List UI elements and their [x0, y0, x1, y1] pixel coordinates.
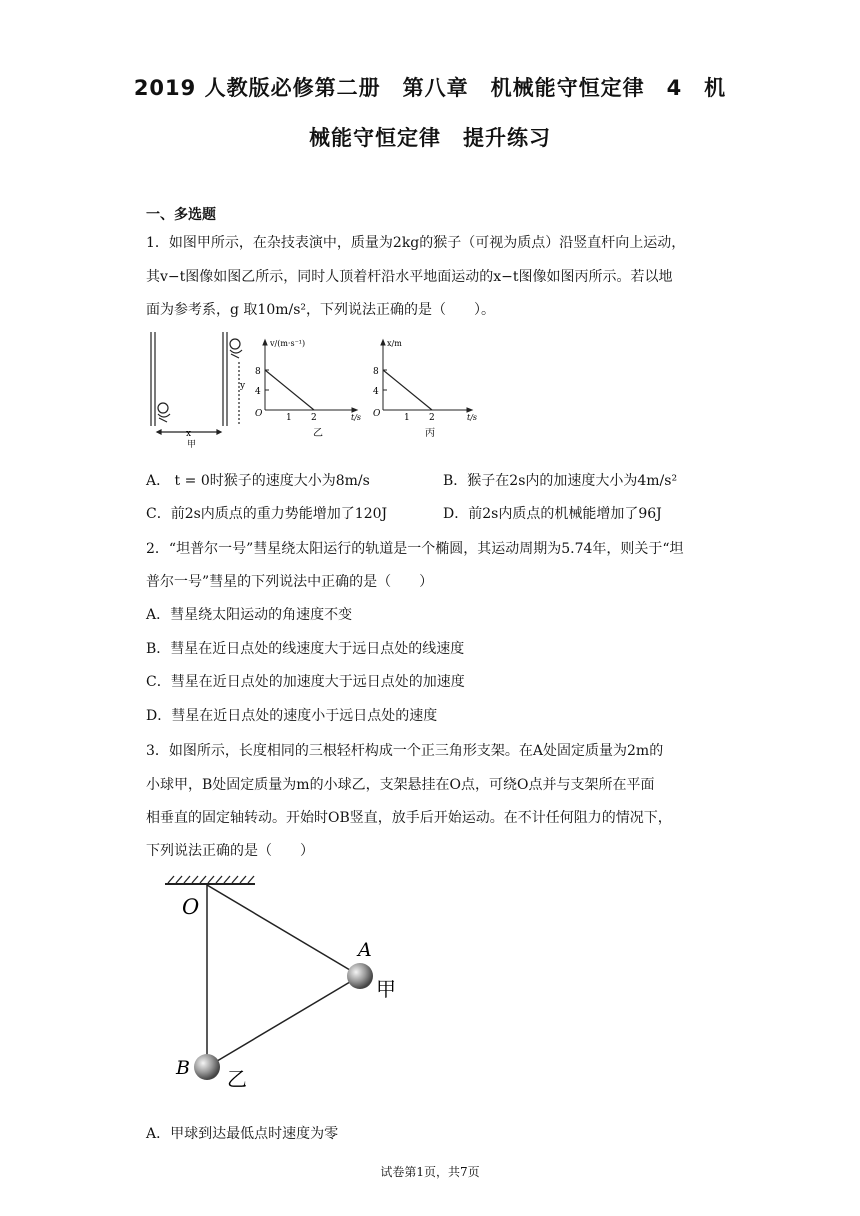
section-heading: 一、多选题	[146, 207, 216, 223]
xt-axis-label: x/m	[387, 339, 402, 348]
label-bing: 丙	[425, 428, 435, 439]
q2-line-1: 2．“坦普尔一号”彗星绕太阳运行的轨道是一个椭圆，其运动周期为5.74年，则关于“坦	[146, 541, 684, 557]
q2-option-d: D．彗星在近日点处的速度小于远日点处的速度	[146, 708, 438, 724]
vt-tick-t1: 1	[286, 413, 292, 423]
label-jia: 甲	[187, 440, 197, 448]
q3-line-3: 相垂直的固定轴转动。开始时OB竖直，放手后开始运动。在不计任何阻力的情况下，	[146, 810, 672, 826]
q3-option-a: A．甲球到达最低点时速度为零	[146, 1126, 339, 1142]
label-jia: 甲	[376, 977, 396, 1001]
q2-line-2: 普尔一号”彗星的下列说法中正确的是（ ）	[146, 574, 434, 590]
q3-line-4: 下列说法正确的是（ ）	[146, 843, 314, 859]
label-yi: 乙	[313, 428, 323, 439]
label-yi: 乙	[227, 1067, 247, 1091]
xt-origin: O	[373, 409, 381, 419]
vt-tick-8: 8	[255, 367, 261, 377]
label-b: B	[176, 1057, 190, 1079]
triangle-frame	[207, 885, 360, 1067]
vt-t-axis: t/s	[351, 413, 362, 422]
page-footer: 试卷第1页，共7页	[380, 1165, 480, 1179]
figure-jia	[151, 332, 242, 434]
doc-title-line2: 械能守恒定律 提升练习	[309, 126, 551, 150]
label-y: y	[240, 381, 246, 391]
q1-line-1: 1．如图甲所示，在杂技表演中，质量为2kg的猴子（可视为质点）沿竖直杆向上运动，	[146, 235, 686, 251]
label-o: O	[182, 895, 200, 919]
xt-tick-4: 4	[373, 387, 379, 397]
q1-option-c: C．前2s内质点的重力势能增加了120J	[146, 506, 388, 522]
vt-axis-label: v/(m·s⁻¹)	[270, 339, 306, 348]
ceiling	[165, 876, 255, 884]
xt-t-axis: t/s	[467, 413, 478, 422]
q1-option-a: A． t = 0时猴子的速度大小为8m/s	[146, 473, 370, 489]
q3-line-1: 3．如图所示，长度相同的三根轻杆构成一个正三角形支架。在A处固定质量为2m的	[146, 743, 664, 759]
q2-option-b: B．彗星在近日点处的线速度大于远日点处的线速度	[146, 641, 465, 657]
q1-option-b: B．猴子在2s内的加速度大小为4m/s²	[443, 473, 678, 489]
vt-tick-t2: 2	[311, 413, 317, 423]
xt-tick-t2: 2	[429, 413, 435, 423]
label-x: x	[186, 429, 192, 439]
q1-line-3: 面为参考系，g 取10m/s²，下列说法正确的是（ ）。	[146, 302, 496, 318]
label-a: A	[358, 939, 372, 961]
q3-figure	[160, 872, 420, 1102]
q1-figure	[145, 328, 490, 448]
q1-line-2: 其v−t图像如图乙所示，同时人顶着杆沿水平地面运动的x−t图像如图丙所示。若以地	[146, 269, 673, 285]
ball-a	[347, 963, 373, 989]
doc-title-line1: 2019 人教版必修第二册 第八章 机械能守恒定律 4 机	[133, 76, 727, 100]
xt-tick-8: 8	[373, 367, 379, 377]
q2-option-a: A．彗星绕太阳运动的角速度不变	[146, 607, 353, 623]
q2-option-c: C．彗星在近日点处的加速度大于远日点处的加速度	[146, 674, 465, 690]
q3-line-2: 小球甲，B处固定质量为m的小球乙，支架悬挂在O点，可绕O点并与支架所在平面	[146, 777, 655, 793]
ball-b	[194, 1054, 220, 1080]
vt-origin: O	[255, 409, 263, 419]
xt-graph	[381, 340, 472, 412]
vt-graph	[263, 340, 357, 412]
xt-tick-t1: 1	[404, 413, 410, 423]
vt-tick-4: 4	[255, 387, 261, 397]
q1-option-d: D．前2s内质点的机械能增加了96J	[443, 506, 662, 522]
